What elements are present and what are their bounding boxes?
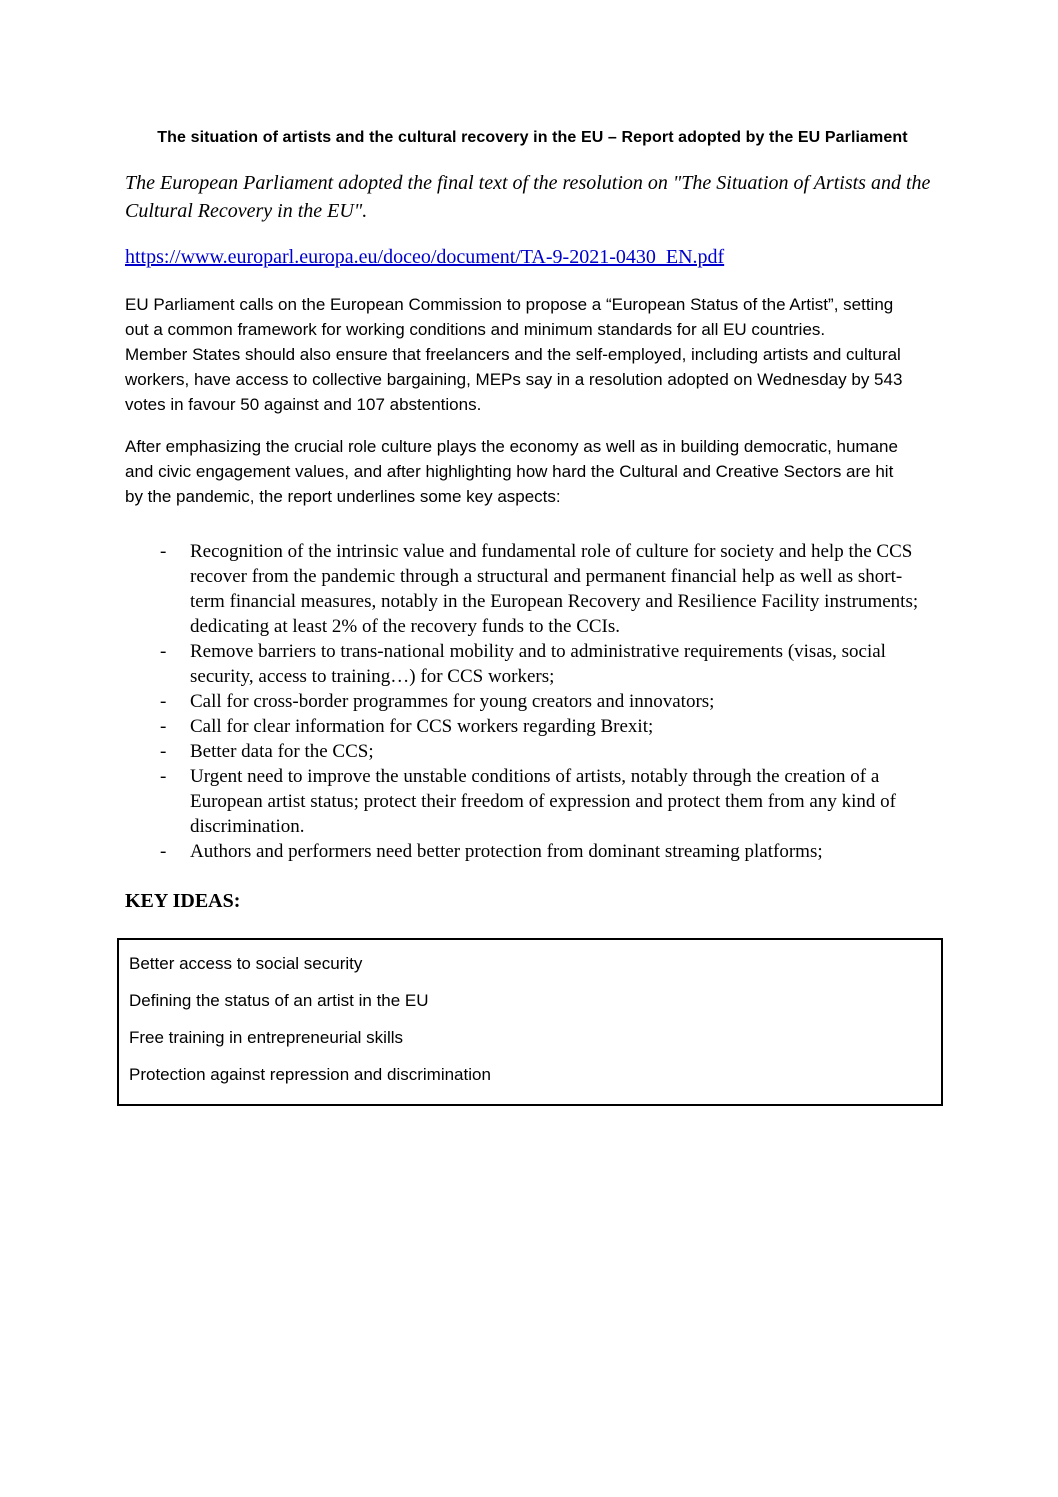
list-item: [160, 739, 920, 764]
bullet-text: Call for cross-border programmes for young creators and innovators;: [190, 691, 715, 712]
link-line: [125, 246, 940, 269]
list-item: [160, 764, 920, 839]
paragraph-after-emphasizing: After emphasizing the crucial role culture plays the economy as well as in building democratic, humane and civic engagement values, and after highlighting how hard the Cultural and Creative Sectors are hit by the pandemic, the report underlines some key aspects:: [125, 437, 898, 506]
dash-marker: -: [160, 691, 167, 712]
bullet-text: Authors and performers need better protection from dominant streaming platforms;: [190, 841, 823, 862]
document-link[interactable]: https://www.europarl.europa.eu/doceo/document/TA-9-2021-0430_EN.pdf: [125, 246, 725, 268]
key-ideas-heading: KEY IDEAS:: [125, 890, 241, 912]
list-item: [160, 539, 920, 639]
key-idea-row: Protection against repression and discrimination: [129, 1065, 491, 1084]
list-item: [160, 689, 920, 714]
bullet-text: Call for clear information for CCS workers regarding Brexit;: [190, 716, 654, 737]
dash-marker: -: [160, 766, 167, 787]
list-item: [160, 839, 920, 864]
bullet-text: Remove barriers to trans-national mobility and to administrative requirements (visas, social security, access to training…) for CCS workers;: [190, 641, 886, 687]
dash-marker: -: [160, 741, 167, 762]
dash-marker: -: [160, 716, 167, 737]
list-item: [160, 639, 920, 689]
key-idea-row: Defining the status of an artist in the EU: [129, 991, 429, 1010]
key-idea-row: Better access to social security: [129, 954, 363, 973]
lead-paragraph: The European Parliament adopted the final text of the resolution on "The Situation of Artists and the Cultural Recovery in the EU".: [125, 172, 931, 222]
dash-marker: -: [160, 541, 167, 562]
page-title: The situation of artists and the cultural recovery in the EU – Report adopted by the EU Parliament: [157, 129, 908, 146]
bullet-text: Better data for the CCS;: [190, 741, 374, 762]
key-aspects-list: [160, 539, 920, 864]
key-ideas-box: [117, 938, 943, 1106]
bullet-text: Recognition of the intrinsic value and fundamental role of culture for society and help the CCS recover from the pandemic through a structural and permanent financial help as well as short-term financial measures, notably in the European Recovery and Resilience Facility instruments; dedicating at least 2% of the recovery funds to the CCIs.: [190, 541, 919, 637]
paragraph-member-states: Member States should also ensure that freelancers and the self-employed, including artists and cultural workers, have access to collective bargaining, MEPs say in a resolution adopted on Wednesday by 543 votes in favour 50 against and 107 abstentions.: [125, 345, 903, 414]
dash-marker: -: [160, 841, 167, 862]
paragraph-eu-parliament-calls: EU Parliament calls on the European Commission to propose a “European Status of the Artist”, setting out a common framework for working conditions and minimum standards for all EU countries.: [125, 295, 894, 339]
bullet-text: Urgent need to improve the unstable conditions of artists, notably through the creation of a European artist status; protect their freedom of expression and protect them from any kind of discrimination.: [190, 766, 896, 837]
list-item: [160, 714, 920, 739]
dash-marker: -: [160, 641, 167, 662]
key-idea-row: Free training in entrepreneurial skills: [129, 1028, 404, 1047]
